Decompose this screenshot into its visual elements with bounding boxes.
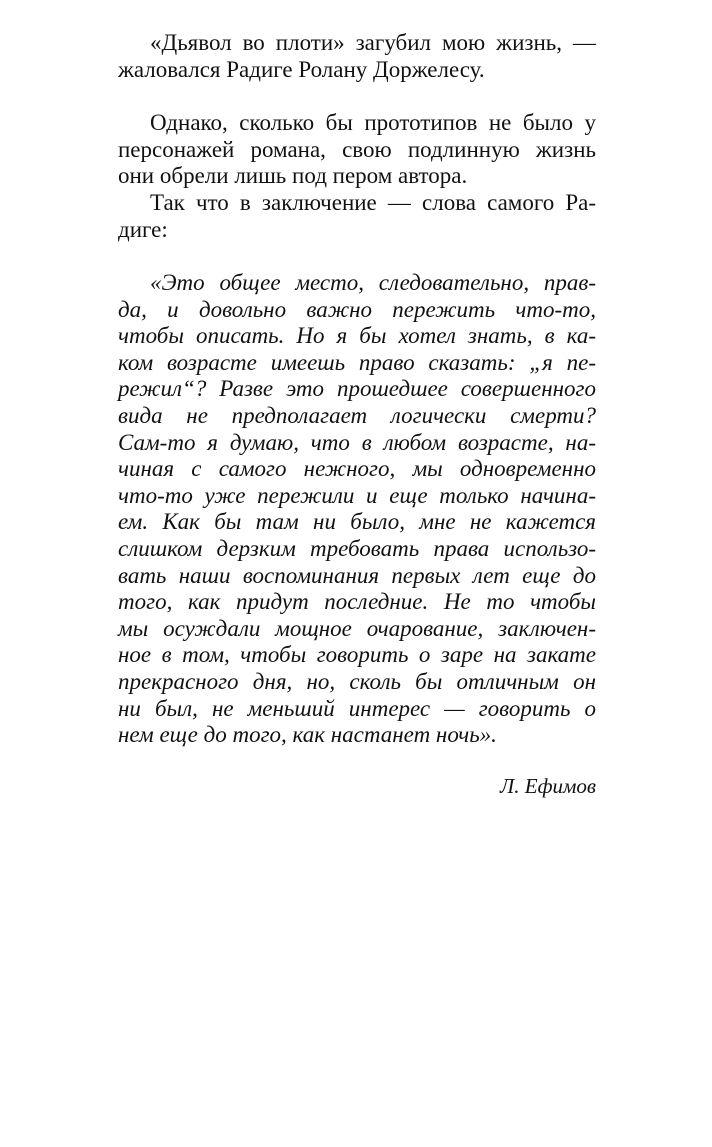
quote-line: режил“? Разве это прошедшее совершенного <box>118 376 596 402</box>
quote-block <box>118 270 596 749</box>
quote-line: ем. Как бы там ни было, мне не кажется <box>118 509 596 535</box>
quote-line: нем еще до того, как настанет ночь». <box>118 722 497 748</box>
quote-line: вать наши воспоминания первых лет еще до <box>118 562 596 588</box>
quote-line: «Это общее место, следовательно, прав- <box>150 270 596 295</box>
paragraph-2 <box>118 110 596 190</box>
quote-line: чиная с самого нежного, мы одновременно <box>118 456 596 482</box>
quote-line: ком возрасте имеешь право сказать: „я пе- <box>118 349 596 375</box>
quote-line: вида не предполагает логически смерти? <box>118 402 596 428</box>
quote-line: чтобы описать. Но я бы хотел знать, в ка- <box>118 323 596 349</box>
author-signature: Л. Ефимов <box>500 774 596 798</box>
quote-line: слишком дерзким требовать права использо- <box>118 535 596 561</box>
quote-line: что-то уже пережили и еще только начина- <box>118 482 596 508</box>
quote-line: мы осуждали мощное очарование, заключен- <box>118 615 596 641</box>
quote-line: прекрасного дня, но, сколь бы отличным он <box>118 668 596 694</box>
text-line: персонажей романа, свою подлинную жизнь <box>118 136 596 162</box>
quote-line: того, как придут последние. Не то чтобы <box>118 589 596 615</box>
text-line: «Дьявол во плоти» загубил мою жизнь, — <box>150 30 596 55</box>
quote-line: ни был, не меньший интерес — говорить о <box>118 695 596 721</box>
text-line: Так что в заключение — слова самого Ра- <box>150 190 596 215</box>
text-line: жаловался Радиге Ролану Доржелесу. <box>118 56 485 82</box>
paragraph-3 <box>118 190 596 243</box>
text-line: диге: <box>118 216 168 242</box>
text-line: Однако, сколько бы прототипов не было у <box>150 110 596 135</box>
text-line: они обрели лишь под пером автора. <box>118 163 468 189</box>
paragraph-1 <box>118 30 596 83</box>
quote-line: ное в том, чтобы говорить о заре на закате <box>118 642 596 668</box>
quote-line: да, и довольно важно пережить что-то, <box>118 296 596 322</box>
quote-line: Сам-то я думаю, что в любом возрасте, на- <box>118 429 596 455</box>
